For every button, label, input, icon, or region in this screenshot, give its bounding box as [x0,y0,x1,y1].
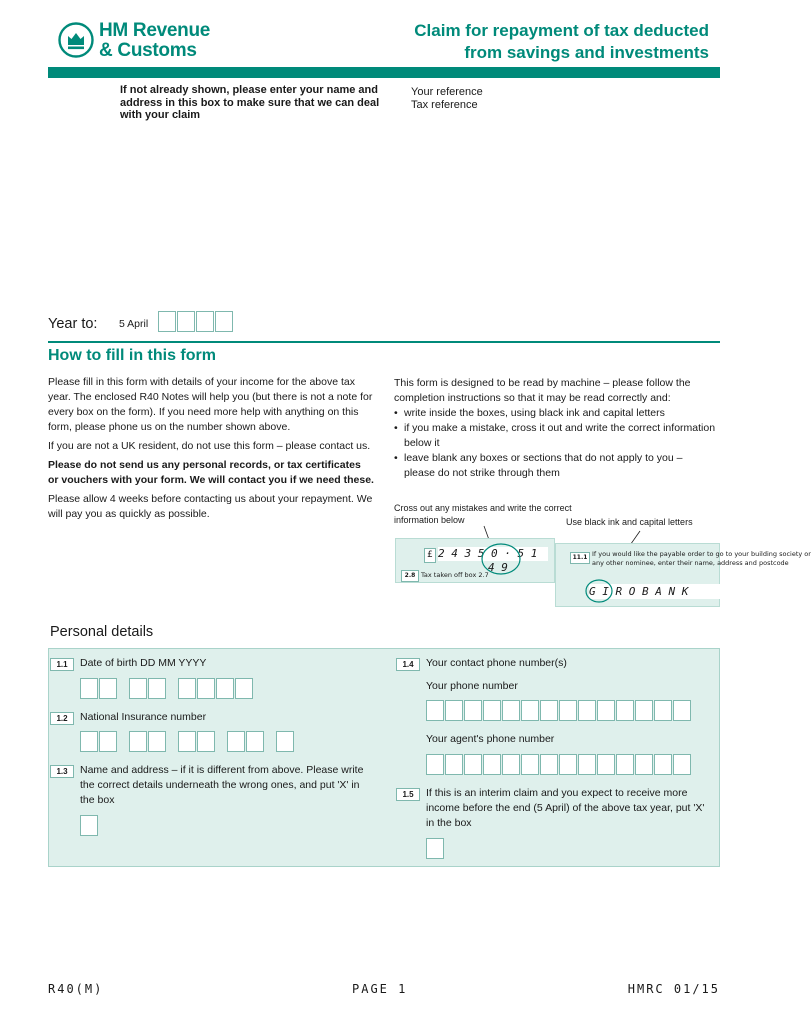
example-correction: 4 9 [488,561,508,574]
dob-month-box[interactable] [148,678,166,699]
phone-digit-box[interactable] [597,700,615,721]
your-reference-label: Your reference [411,86,483,98]
nino-box[interactable] [178,731,196,752]
box-number-1-4: 1.4 [396,658,420,671]
dob-year-box[interactable] [178,678,196,699]
nino-box[interactable] [276,731,294,752]
agent-phone-digit-box[interactable] [654,754,672,775]
box-number-1-5: 1.5 [396,788,420,801]
year-to-date: 5 April [119,318,149,330]
agent-phone-input[interactable] [426,754,691,775]
caption-mistakes: Cross out any mistakes and write the correct information below [394,503,572,525]
box-number-1-3: 1.3 [50,765,74,778]
logo-line-1: HM Revenue [99,20,211,41]
nino-label: National Insurance number [80,711,207,723]
form-version: HMRC 01/15 [627,982,720,996]
phone-digit-box[interactable] [426,700,444,721]
your-phone-input[interactable] [426,700,691,721]
interim-label: If this is an interim claim and you expect to receive more income before the end (5 April) of the above tax year, put 'X' in the box [426,787,705,829]
bullet-text: leave blank any boxes or sections that do not apply to you – please do not strike through them [404,452,683,479]
agent-phone-digit-box[interactable] [559,754,577,775]
agent-phone-digit-box[interactable] [445,754,463,775]
how-to-paragraph: Please fill in this form with details of your income for the above tax year. The enclosed R40 Notes will help you (but there is not a note for every box on the form). If you need more help with anything on this form, please phone us on the number shown above. [48,376,373,433]
nino-box[interactable] [99,731,117,752]
example-box-label: Tax taken off box 2.7 [421,571,489,579]
agent-phone-digit-box[interactable] [597,754,615,775]
dob-month-box[interactable] [129,678,147,699]
nino-box[interactable] [80,731,98,752]
form-code: R40(M) [48,982,104,996]
agent-phone-digit-box[interactable] [673,754,691,775]
bullet-text: write inside the boxes, using black ink and capital letters [404,407,665,419]
agent-phone-digit-box[interactable] [426,754,444,775]
dob-label: Date of birth DD MM YYYY [80,657,207,669]
interim-x-box[interactable] [426,838,444,859]
year-to-label: Year to: [48,316,98,332]
box-number-1-2: 1.2 [50,712,74,725]
agent-phone-digit-box[interactable] [483,754,501,775]
how-to-heading: How to fill in this form [48,347,216,364]
phone-label: Your contact phone number(s) [426,657,567,669]
example-crossed-digits: 2 4 3 5 0 · 5 1 [438,547,548,561]
machine-read-intro: This form is designed to be read by machine – please follow the completion instructions so that it may be read correctly and: [394,377,691,404]
currency-symbol: £ [424,548,436,563]
nino-input[interactable] [80,731,294,752]
box-number-1-1: 1.1 [50,658,74,671]
example-capitals-card [555,543,811,607]
example-mistake-card [395,538,555,583]
phone-digit-box[interactable] [673,700,691,721]
logo-line-2: & Customs [99,40,197,61]
phone-digit-box[interactable] [445,700,463,721]
page-number: PAGE 1 [352,982,408,996]
capital-ring-icon [584,578,614,604]
dob-day-box[interactable] [99,678,117,699]
phone-digit-box[interactable] [483,700,501,721]
example2-text: If you would like the payable order to go to your building society or any other nominee, enter their name, address and postcode [592,550,811,567]
bullet-dot: • [394,407,398,419]
tax-reference-label: Tax reference [411,99,478,111]
phone-digit-box[interactable] [521,700,539,721]
example-box-number: 2.8 [401,570,419,582]
bullet-dot: • [394,452,398,464]
agent-phone-digit-box[interactable] [521,754,539,775]
agent-phone-digit-box[interactable] [540,754,558,775]
nino-box[interactable] [129,731,147,752]
name-address-x-box[interactable] [80,815,98,836]
phone-digit-box[interactable] [578,700,596,721]
agent-phone-label: Your agent's phone number [426,733,555,745]
agent-phone-digit-box[interactable] [616,754,634,775]
phone-digit-box[interactable] [616,700,634,721]
example2-box-number: 11.1 [570,552,590,564]
name-address-checkbox[interactable] [80,815,98,836]
phone-digit-box[interactable] [559,700,577,721]
caption-ink: Use black ink and capital letters [566,517,693,527]
how-to-paragraph: If you are not a UK resident, do not use this form – please contact us. [48,440,371,452]
your-phone-label: Your phone number [426,680,518,692]
personal-details-heading: Personal details [50,624,154,640]
agent-phone-digit-box[interactable] [502,754,520,775]
dob-day-box[interactable] [80,678,98,699]
name-address-label: Name and address – if it is different from above. Please write the correct details underneath the wrong ones, and put 'X' in the box [80,764,364,806]
example2-letters: G I R O B A N K [589,584,729,599]
interim-checkbox[interactable] [426,838,444,859]
nino-box[interactable] [246,731,264,752]
phone-digit-box[interactable] [540,700,558,721]
nino-box[interactable] [227,731,245,752]
dob-year-box[interactable] [216,678,234,699]
form-title-line-1: Claim for repayment of tax deducted [414,21,709,40]
agent-phone-digit-box[interactable] [464,754,482,775]
bullet-text: if you make a mistake, cross it out and write the correct information below it [404,422,716,449]
dob-year-box[interactable] [235,678,253,699]
phone-digit-box[interactable] [654,700,672,721]
phone-digit-box[interactable] [502,700,520,721]
phone-digit-box[interactable] [635,700,653,721]
dob-input[interactable] [80,678,253,699]
how-to-warning: Please do not send us any personal records, or tax certificates or vouchers with your form. We will contact you if we need these. [48,459,374,486]
form-title-line-2: from savings and investments [464,43,709,62]
agent-phone-digit-box[interactable] [578,754,596,775]
agent-phone-digit-box[interactable] [635,754,653,775]
nino-box[interactable] [197,731,215,752]
nino-box[interactable] [148,731,166,752]
how-to-paragraph: Please allow 4 weeks before contacting us about your repayment. We will pay you as quickly as possible. [48,493,373,520]
bullet-dot: • [394,422,398,434]
phone-digit-box[interactable] [464,700,482,721]
dob-year-box[interactable] [197,678,215,699]
address-instruction: If not already shown, please enter your name and address in this box to make sure that we can deal with your claim [120,84,380,121]
